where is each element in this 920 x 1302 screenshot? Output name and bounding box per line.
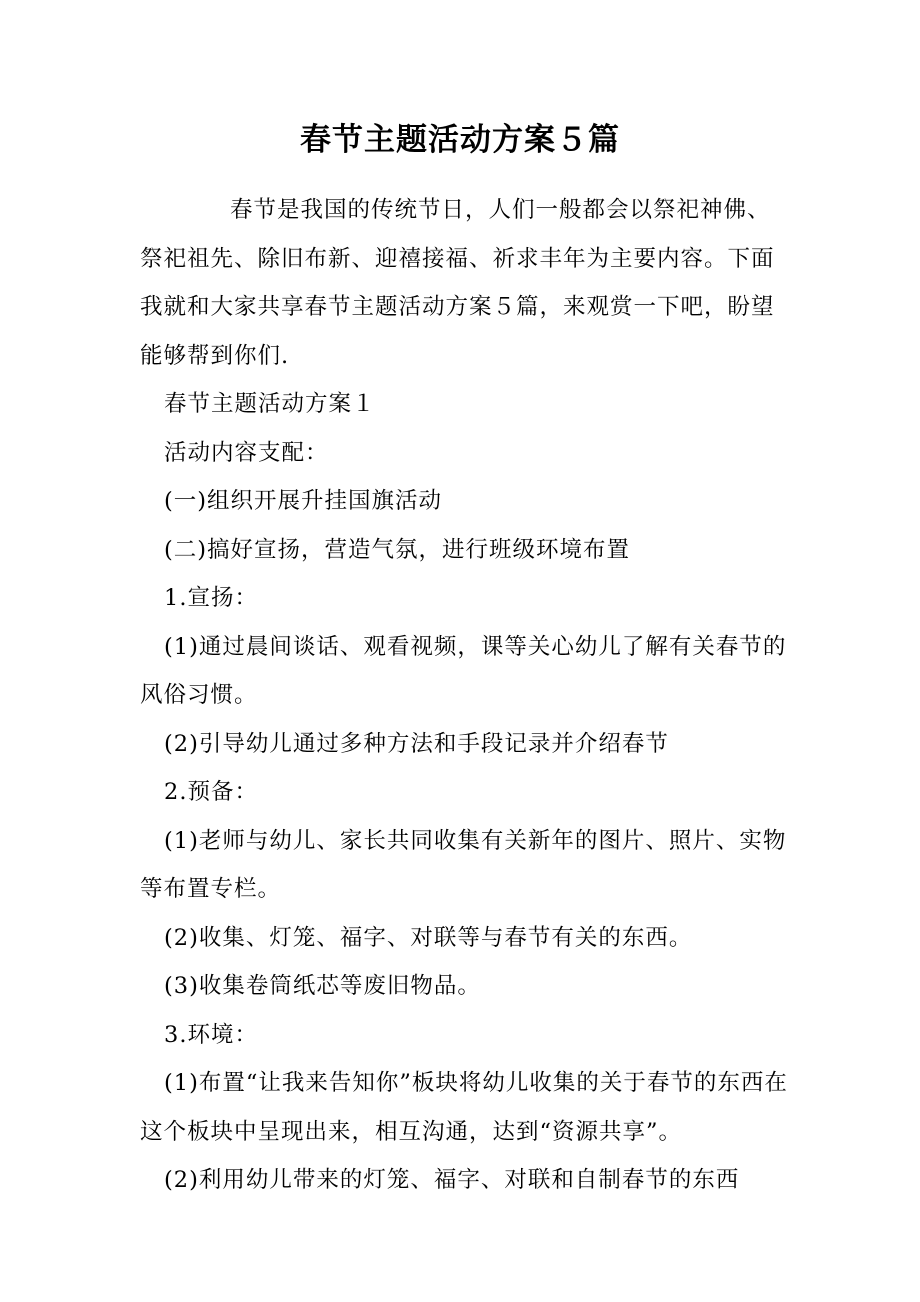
- paragraph: (3)收集卷筒纸芯等废旧物品。: [164, 973, 481, 999]
- paragraph: (二)搞好宣扬，营造气氛，进行班级环境布置: [164, 536, 631, 563]
- paragraph: (2)收集、灯笼、福字、对联等与春节有关的东西。: [164, 924, 693, 951]
- intro-paragraph: 春节是我国的传统节日，人们一般都会以祭祀神佛、祭祀祖先、除旧布新、迎禧接福、祈求丰年为主要内容。下面我就和大家共享春节主题活动方案５篇，来观赏一下吧，盼望能够帮到你们.: [140, 197, 775, 369]
- paragraph: (1)老师与幼儿、家长共同收集有关新年的图片、照片、实物等布置专栏。: [140, 827, 787, 902]
- paragraph: (一)组织开展升挂国旗活动: [164, 488, 443, 514]
- paragraph: (1)通过晨间谈话、观看视频，课等关心幼儿了解有关春节的风俗习惯。: [140, 633, 787, 708]
- document-body: [140, 186, 788, 1205]
- paragraph: 1.宣扬：: [164, 585, 258, 611]
- paragraph: (2)引导幼儿通过多种方法和手段记录并介绍春节: [164, 730, 669, 757]
- paragraph: 活动内容支配：: [164, 439, 329, 466]
- paragraph: (2)利用幼儿带来的灯笼、福字、对联和自制春节的东西: [164, 1167, 740, 1193]
- paragraph: 3.环境：: [164, 1021, 258, 1048]
- paragraph: (1)布置“让我来告知你”板块将幼儿收集的关于春节的东西在这个板块中呈现出来，相互沟通，达到“资源共享”。: [140, 1070, 788, 1145]
- section-heading: 春节主题活动方案１: [164, 391, 376, 417]
- document-title: 春节主题活动方案５篇: [300, 122, 620, 158]
- paragraph: 2.预备：: [164, 779, 258, 805]
